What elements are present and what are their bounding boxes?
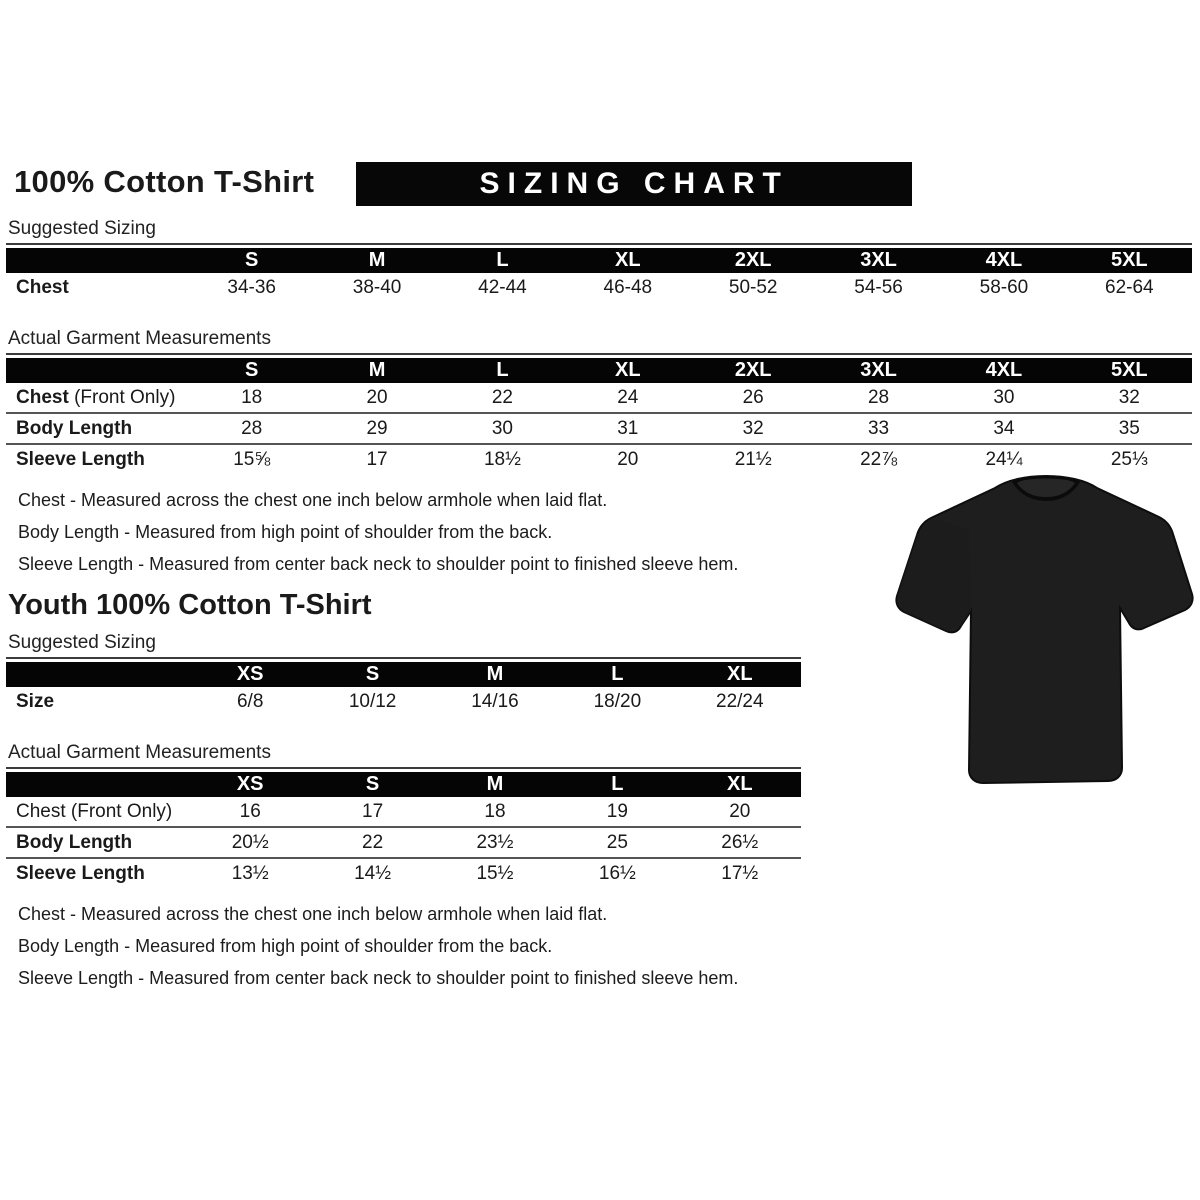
adult-actual-measurements-table — [6, 358, 1192, 474]
table-cell: 17 — [362, 800, 384, 822]
column-header-4xl: 4XL — [941, 358, 1066, 383]
youth-actual-section — [6, 742, 801, 888]
youth-title: Youth 100% Cotton T-Shirt — [8, 589, 372, 621]
row-label: Size — [16, 690, 55, 712]
column-header-xl: XL — [565, 358, 690, 383]
header-row — [6, 248, 1192, 273]
column-header-4xl: 4XL — [941, 248, 1066, 273]
table-cell: 28 — [867, 386, 890, 408]
table-cell: 17 — [366, 448, 388, 470]
table-corner-cell — [6, 772, 189, 797]
table-row — [6, 687, 801, 716]
table-cell: 24¼ — [985, 448, 1023, 470]
table-cell: 32 — [742, 417, 764, 439]
table-cell: 23½ — [476, 831, 514, 853]
column-header-3xl: 3XL — [816, 358, 941, 383]
youth-body-length-note: Body Length - Measured from high point of shoulder from the back. — [18, 936, 553, 956]
column-header-l: L — [440, 248, 565, 273]
column-header-m: M — [434, 772, 556, 797]
body-length-note: Body Length - Measured from high point of shoulder from the back. — [18, 522, 553, 542]
row-label: Chest (Front Only) — [16, 800, 173, 822]
adult-suggested-sizing-label: Suggested Sizing — [6, 218, 1192, 245]
table-cell: 20 — [729, 800, 751, 822]
header-row — [6, 358, 1192, 383]
youth-suggested-sizing-label: Suggested Sizing — [6, 632, 801, 659]
table-row — [6, 797, 801, 827]
column-header-3xl: 3XL — [816, 248, 941, 273]
adult-suggested-section — [6, 218, 1192, 302]
table-cell: 10/12 — [348, 690, 397, 712]
column-header-xs: XS — [189, 662, 311, 687]
table-row — [6, 827, 801, 858]
sizing-chart-banner-text: SIZING CHART — [479, 167, 789, 200]
table-cell: 24 — [617, 386, 639, 408]
table-cell: 25⅓ — [1110, 448, 1148, 470]
column-header-2xl: 2XL — [691, 248, 816, 273]
column-header-s: S — [189, 248, 314, 273]
table-cell: 54-56 — [854, 276, 903, 298]
table-cell: 62-64 — [1105, 276, 1154, 298]
row-label: Body Length — [16, 831, 133, 853]
header-row — [6, 772, 801, 797]
table-cell: 16½ — [598, 862, 636, 884]
table-cell: 21½ — [734, 448, 772, 470]
page-title: 100% Cotton T-Shirt — [14, 164, 315, 199]
column-header-s: S — [189, 358, 314, 383]
column-header-2xl: 2XL — [691, 358, 816, 383]
table-cell: 32 — [1118, 386, 1140, 408]
youth-measurement-notes — [18, 904, 1194, 989]
table-cell: 18/20 — [593, 690, 642, 712]
table-cell: 22⅞ — [860, 448, 898, 470]
column-header-5xl: 5XL — [1067, 248, 1192, 273]
table-cell: 16 — [239, 800, 261, 822]
adult-actual-section — [6, 328, 1192, 474]
column-header-xl: XL — [679, 662, 801, 687]
table-cell: 26 — [742, 386, 764, 408]
column-header-xl: XL — [679, 772, 801, 797]
table-cell: 14½ — [354, 862, 392, 884]
table-cell: 50-52 — [728, 276, 778, 298]
table-cell: 34 — [993, 417, 1015, 439]
table-cell: 6/8 — [236, 690, 264, 712]
table-cell: 29 — [366, 417, 388, 439]
chest-note: Chest - Measured across the chest one inch below armhole when laid flat. — [18, 490, 608, 510]
column-header-5xl: 5XL — [1067, 358, 1192, 383]
table-cell: 28 — [241, 417, 263, 439]
header-row — [6, 162, 1194, 206]
adult-suggested-sizing-table — [6, 248, 1192, 302]
column-header-xs: XS — [189, 772, 311, 797]
table-row — [6, 273, 1192, 302]
header-row — [6, 662, 801, 687]
column-header-m: M — [314, 358, 439, 383]
table-cell: 15⅝ — [233, 448, 271, 470]
table-corner-cell — [6, 248, 189, 273]
table-cell: 30 — [491, 417, 513, 439]
adult-actual-measurements-label: Actual Garment Measurements — [6, 328, 1192, 355]
youth-sleeve-length-note: Sleeve Length - Measured from center back neck to shoulder point to finished sleeve hem. — [18, 968, 739, 988]
column-header-xl: XL — [565, 248, 690, 273]
table-row — [6, 858, 801, 888]
table-cell: 58-60 — [979, 276, 1029, 298]
table-row — [6, 413, 1192, 444]
table-cell: 18 — [241, 386, 263, 408]
row-label: Sleeve Length — [16, 448, 145, 470]
table-cell: 34-36 — [227, 276, 276, 298]
table-cell: 15½ — [476, 862, 514, 884]
row-label: Chest (Front Only) — [16, 386, 176, 408]
tshirt-image — [893, 470, 1199, 808]
column-header-l: L — [556, 772, 678, 797]
table-cell: 22/24 — [716, 690, 764, 712]
table-cell: 38-40 — [352, 276, 402, 298]
youth-actual-measurements-label: Actual Garment Measurements — [6, 742, 801, 769]
table-cell: 14/16 — [471, 690, 519, 712]
table-cell: 22 — [362, 831, 384, 853]
table-cell: 35 — [1118, 417, 1140, 439]
table-cell: 20½ — [231, 831, 269, 853]
column-header-l: L — [440, 358, 565, 383]
column-header-s: S — [311, 772, 433, 797]
column-header-s: S — [311, 662, 433, 687]
sizing-chart-banner — [356, 162, 912, 206]
youth-suggested-sizing-table — [6, 662, 801, 716]
table-corner-cell — [6, 662, 189, 687]
sleeve-length-note: Sleeve Length - Measured from center back neck to shoulder point to finished sleeve hem. — [18, 554, 739, 574]
youth-suggested-section — [6, 632, 801, 716]
table-row — [6, 383, 1192, 413]
table-cell: 30 — [993, 386, 1015, 408]
row-label: Chest — [16, 276, 69, 298]
table-cell: 42-44 — [478, 276, 527, 298]
youth-actual-measurements-table — [6, 772, 801, 888]
table-cell: 31 — [617, 417, 639, 439]
table-cell: 13½ — [231, 862, 269, 884]
table-cell: 17½ — [721, 862, 759, 884]
table-cell: 20 — [617, 448, 639, 470]
table-cell: 18 — [484, 800, 506, 822]
table-cell: 19 — [606, 800, 628, 822]
row-label: Body Length — [16, 417, 133, 439]
table-corner-cell — [6, 358, 189, 383]
row-label: Sleeve Length — [16, 862, 145, 884]
youth-chest-note: Chest - Measured across the chest one inch below armhole when laid flat. — [18, 904, 608, 924]
table-cell: 25 — [606, 831, 628, 853]
column-header-m: M — [314, 248, 439, 273]
table-cell: 26½ — [721, 831, 759, 853]
table-cell: 22 — [491, 386, 513, 408]
table-cell: 33 — [867, 417, 890, 439]
table-cell: 46-48 — [603, 276, 653, 298]
table-cell: 18½ — [483, 448, 521, 470]
column-header-l: L — [556, 662, 678, 687]
table-cell: 20 — [366, 386, 388, 408]
column-header-m: M — [434, 662, 556, 687]
